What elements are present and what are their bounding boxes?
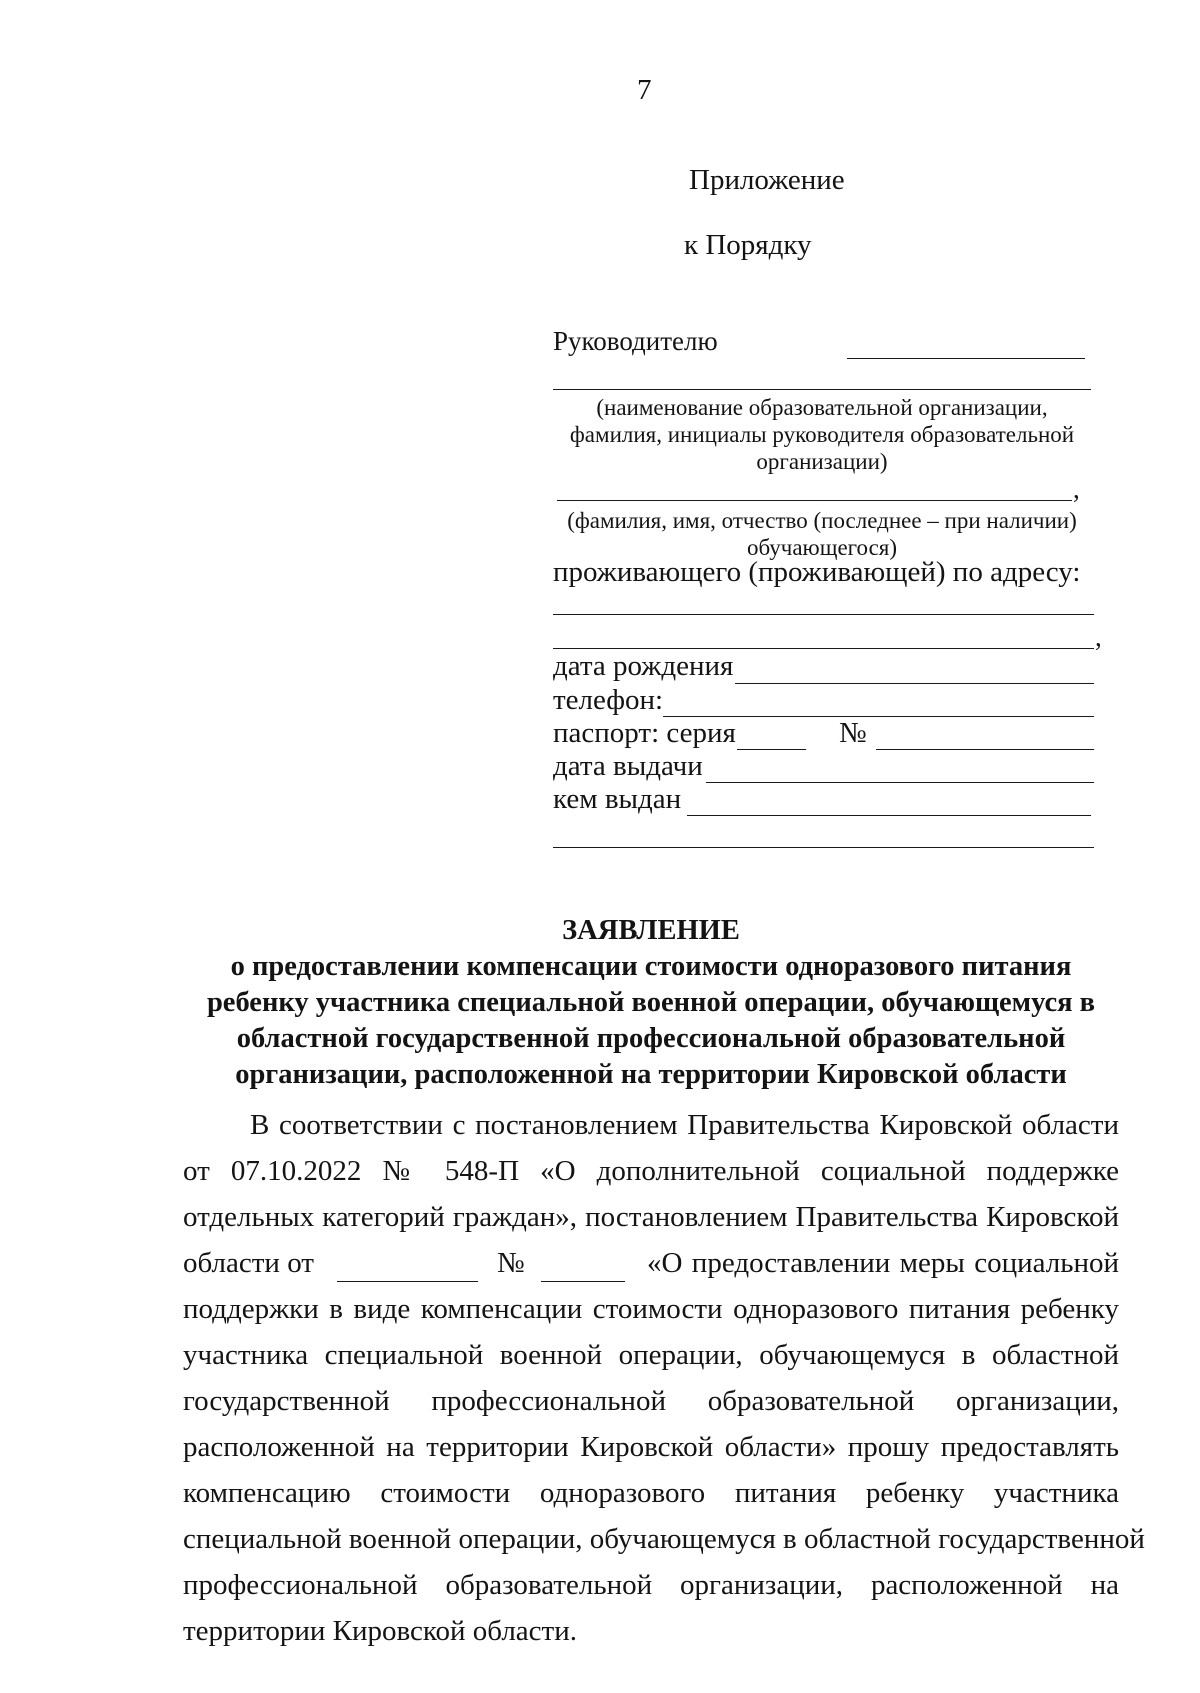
decree-number-sign: № — [497, 1247, 525, 1279]
statement-subtitle-line: организации, расположенной на территории Кировской области — [235, 1059, 1067, 1090]
issue-date-field[interactable] — [706, 782, 1094, 783]
passport-number-sign: № — [839, 717, 867, 749]
body-line: профессиональной образовательной организации, расположенной на — [183, 1569, 1119, 1601]
body-line: территории Кировской области. — [183, 1615, 577, 1647]
body-line: от 07.10.2022 № 548-П «О дополнительной социальной поддержке — [183, 1155, 1119, 1187]
body-line: государственной профессиональной образовательной организации, — [183, 1385, 1119, 1417]
body-line: расположенной на территории Кировской области» прошу предоставлять — [183, 1431, 1119, 1463]
phone-label: телефон: — [553, 684, 664, 716]
statement-subtitle-line: о предоставлении компенсации стоимости одноразового питания — [230, 951, 1072, 982]
address-comma: , — [1095, 622, 1102, 652]
body-line: компенсацию стоимости одноразового питания ребенку участника — [183, 1477, 1119, 1509]
org-caption-line: (наименование образовательной организации, — [596, 395, 1048, 420]
decree-date-field[interactable] — [337, 1281, 478, 1282]
body-line-4-start: области от — [183, 1247, 314, 1279]
head-name-field[interactable] — [847, 358, 1085, 359]
appendix-subtitle: к Порядку — [684, 229, 812, 261]
birth-date-label: дата рождения — [553, 650, 734, 682]
statement-title: ЗАЯВЛЕНИЕ — [562, 915, 740, 946]
statement-subtitle-line: областной государственной профессиональной образовательной — [236, 1023, 1066, 1054]
appendix-title: Приложение — [689, 164, 845, 196]
address-field-2[interactable] — [553, 648, 1094, 649]
issued-by-field[interactable] — [687, 815, 1091, 816]
page-number: 7 — [637, 74, 652, 106]
decree-number-field[interactable] — [541, 1281, 625, 1282]
student-name-field[interactable] — [557, 500, 1072, 501]
comma: , — [1073, 474, 1080, 504]
passport-number-field[interactable] — [876, 749, 1094, 750]
body-line: поддержки в виде компенсации стоимости одноразового питания ребенку — [183, 1293, 1119, 1325]
body-line-4-end: «О предоставлении меры социальной — [647, 1247, 1119, 1279]
address-field-1[interactable] — [553, 614, 1094, 615]
statement-subtitle-line: ребенку участника специальной военной операции, обучающемуся в — [206, 987, 1096, 1018]
student-caption-line: обучающегося) — [746, 535, 898, 560]
org-caption-line: организации) — [756, 449, 888, 474]
to-label: Руководителю — [553, 326, 718, 356]
org-caption — [553, 394, 1091, 475]
passport-series-label: паспорт: серия — [553, 717, 736, 749]
residence-label: проживающего (проживающей) по адресу: — [553, 556, 1081, 588]
body-line: специальной военной операции, обучающемуся в областной государственной — [183, 1523, 1145, 1555]
body-line: участника специальной военной операции, обучающемуся в областной — [183, 1339, 1119, 1371]
student-caption-line: (фамилия, имя, отчество (последнее – при наличии) — [567, 508, 1077, 533]
issued-by-field-2[interactable] — [553, 847, 1094, 848]
issue-date-label: дата выдачи — [553, 750, 703, 782]
birth-date-field[interactable] — [735, 683, 1094, 684]
body-line: отдельных категорий граждан», постановлением Правительства Кировской — [183, 1201, 1119, 1233]
passport-series-field[interactable] — [737, 749, 806, 750]
statement-subtitle — [183, 949, 1119, 1093]
student-caption — [553, 507, 1091, 561]
org-name-field[interactable] — [553, 389, 1091, 390]
issued-by-label: кем выдан — [553, 783, 682, 815]
org-caption-line: фамилия, инициалы руководителя образовательной — [569, 422, 1075, 447]
body-line: В соответствии с постановлением Правительства Кировской области — [250, 1109, 1119, 1141]
